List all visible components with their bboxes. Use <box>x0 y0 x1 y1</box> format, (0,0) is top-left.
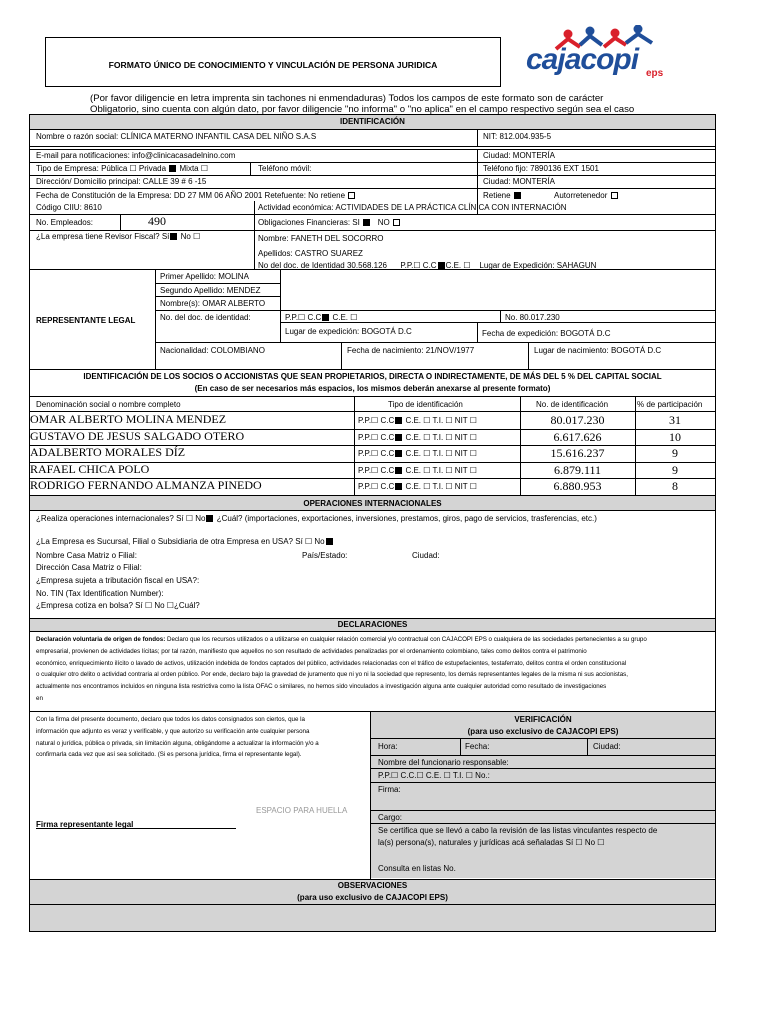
razon-social: Nombre o razón social: CLÍNICA MATERNO INFANTIL CASA DEL NIÑO S.A.S <box>36 132 317 141</box>
revisor-si-checkbox[interactable] <box>170 233 177 240</box>
ver-fecha: Fecha: <box>465 742 490 751</box>
verificacion-title: VERIFICACIÓN <box>514 715 572 724</box>
usa-no-checkbox[interactable] <box>326 538 333 545</box>
socios-header-numero: No. de identificación <box>536 400 609 409</box>
verificacion-panel <box>371 712 715 878</box>
socio-tipo: P.P.☐ C.C C.E. ☐ T.I. ☐ NIT ☐ <box>358 432 477 442</box>
doc-tipo: P.P.☐ C.C C.E. ☐ <box>285 313 358 322</box>
op-no-checkbox[interactable] <box>206 515 213 522</box>
ver-certifica-2: la(s) persona(s), naturales y jurídicas acá señaladas Sí ☐ No ☐ <box>378 838 605 847</box>
socio-porcentaje: 10 <box>669 429 681 444</box>
verificacion-subtitle: (para uso exclusivo de CAJACOPI EPS) <box>467 727 619 736</box>
socio-cc-checkbox[interactable] <box>395 483 402 490</box>
op-q2: ¿La Empresa es Sucursal, Filial o Subsidiaria de otra Empresa en USA? Sí ☐ No <box>36 537 334 546</box>
obligaciones-no-checkbox[interactable] <box>393 219 400 226</box>
revisor-fiscal: ¿La empresa tiene Revisor Fiscal? Sí No ☐ <box>36 232 201 241</box>
revisor-nombre: Nombre: FANETH DEL SOCORRO <box>258 234 384 243</box>
ver-cargo: Cargo: <box>378 813 403 822</box>
instructions-line-2: Obligatorio, sino cuenta con algún dato, por favor diligencie "no informa" o "no aplica" en el campo respectivo según sea el caso <box>90 104 635 115</box>
ver-consulta: Consulta en listas No. <box>378 864 456 873</box>
op-ciudad: Ciudad: <box>412 551 440 560</box>
form-title: FORMATO ÚNICO DE CONOCIMIENTO Y VINCULACIÓN DE PERSONA JURIDICA <box>108 60 438 70</box>
doc-numero: No. 80.017.230 <box>505 313 560 322</box>
autorretenedor-checkbox[interactable] <box>611 192 618 199</box>
socio-cc-checkbox[interactable] <box>395 467 402 474</box>
direccion-matriz: Dirección Casa Matriz o Filial: <box>36 563 142 572</box>
identificacion-title: IDENTIFICACIÓN <box>340 117 405 126</box>
primer-apellido: Primer Apellido: MOLINA <box>160 272 249 281</box>
tributacion: ¿Empresa sujeta a tributación fiscal en USA?: <box>36 576 200 585</box>
observaciones-subtitle: (para uso exclusivo de CAJACOPI EPS) <box>297 893 448 902</box>
ciiu: Código CIIU: 8610 <box>36 203 102 212</box>
instructions-line-1: (Por favor diligencie en letra imprenta sin tachones ni enmendaduras) Todos los campos de este formato son de carácter <box>90 93 604 104</box>
autorretenedor: Autorretenedor <box>554 191 619 200</box>
nacionalidad: Nacionalidad: COLOMBIANO <box>160 346 265 355</box>
pais-estado: País/Estado: <box>302 551 348 560</box>
socio-nombre: ADALBERTO MORALES DÍZ <box>30 445 186 460</box>
no-retiene-checkbox[interactable] <box>348 192 355 199</box>
lugar-expedicion: Lugar de expedición: BOGOTÁ D.C <box>285 327 412 336</box>
socios-header-nombre: Denominación social o nombre completo <box>36 400 181 409</box>
direccion: Dirección/ Domicilio principal: CALLE 39 # 6 -15 <box>36 177 207 186</box>
ver-ciudad: Ciudad: <box>593 742 621 751</box>
socio-nombre: OMAR ALBERTO MOLINA MENDEZ <box>30 412 227 426</box>
tin: No. TIN (Tax Identification Number): <box>36 589 164 598</box>
declaraciones-title: DECLARACIONES <box>337 620 408 629</box>
logo-eps: eps <box>646 68 664 79</box>
socios-header-tipo: Tipo de identificación <box>388 400 463 409</box>
fecha-constitucion: Fecha de Constitución de la Empresa: DD 27 MM 06 AÑO 2001 Retefuente: No retiene <box>36 191 356 200</box>
observaciones-title: OBSERVACIONES <box>337 881 408 890</box>
actividad: Actividad económica: ACTIVIDADES DE LA PRÁCTICA CLÍNICA CON INTERNACIÓN <box>258 203 567 212</box>
socio-cc-checkbox[interactable] <box>395 450 402 457</box>
operaciones-title: OPERACIONES INTERNACIONALES <box>303 499 442 508</box>
revisor-cc-checkbox[interactable] <box>438 262 445 269</box>
ver-funcionario: Nombre del funcionario responsable: <box>378 758 509 767</box>
revisor-documento: No del doc. de Identidad 30.568.126 P.P.☐ C.C C.E. ☐ Lugar de Expedición: SAHAGUN <box>258 261 597 270</box>
socios-title: IDENTIFICACIÓN DE LOS SOCIOS O ACCIONISTAS QUE SEAN PROPIETARIOS, DIRECTA O INDIRECTAMENTE, DE MÁS DEL 5 % DEL CAPITAL SOCIAL <box>83 372 662 381</box>
logo-wordmark: cajacopi <box>526 43 639 76</box>
socio-porcentaje: 9 <box>672 462 678 477</box>
socio-tipo: P.P.☐ C.C C.E. ☐ T.I. ☐ NIT ☐ <box>358 416 477 425</box>
ciudad-2: Ciudad: MONTERÍA <box>483 177 556 186</box>
fecha-expedicion: Fecha de expedición: BOGOTÁ D.C <box>482 329 611 338</box>
socio-tipo: P.P.☐ C.C C.E. ☐ T.I. ☐ NIT ☐ <box>358 465 477 475</box>
socio-numero: 6.617.626 <box>553 429 602 444</box>
representante-label: REPRESENTANTE LEGAL <box>36 316 136 325</box>
socio-nombre: GUSTAVO DE JESUS SALGADO OTERO <box>30 428 245 443</box>
retiene: Retiene <box>483 191 522 200</box>
bolsa: ¿Empresa cotiza en bolsa? Sí ☐ No ☐¿Cuál? <box>36 601 200 610</box>
tipo-empresa: Tipo de Empresa: Pública ☐ Privada Mixta ☐ <box>36 164 209 173</box>
socio-tipo: P.P.☐ C.C C.E. ☐ T.I. ☐ NIT ☐ <box>358 482 477 492</box>
email: E-mail para notificaciones: info@clinicacasadelnino.com <box>36 151 236 160</box>
telefono-movil: Teléfono móvil: <box>258 164 312 173</box>
ciudad-1: Ciudad: MONTERÍA <box>483 151 556 160</box>
socio-numero: 6.879.111 <box>553 462 602 477</box>
fecha-nacimiento: Fecha de nacimiento: 21/NOV/1977 <box>347 346 475 355</box>
firma-declaracion: Con la firma del presente documento, declaro que todos los datos consignados son ciertos, que la información que adjunto es veraz y verificable, y que autorizo su verificación ante cualquier persona natural o jurídica, pública o privada, sin limitación alguna, obligándome a actualizar la información y/o a confirmarla cada vez que así sea solicitado. (Si es persona jurídica, firma el representante legal). <box>36 716 319 759</box>
espacio-huella: ESPACIO PARA HUELLA <box>256 806 348 815</box>
obligaciones-si-checkbox[interactable] <box>363 219 370 226</box>
retiene-checkbox[interactable] <box>514 192 521 199</box>
rep-cc-checkbox[interactable] <box>322 314 329 321</box>
socio-numero: 80.017.230 <box>550 413 605 427</box>
socios-subtitle: (En caso de ser necesarios más espacios, los mismos deberán anexarse al presente formato) <box>194 384 551 393</box>
nombres: Nombre(s): OMAR ALBERTO <box>160 299 266 308</box>
socio-cc-checkbox[interactable] <box>395 417 402 424</box>
ver-certifica-1: Se certifica que se llevó a cabo la revisión de las listas vinculantes respecto de <box>378 826 658 835</box>
revisor-apellidos: Apellidos: CASTRO SUAREZ <box>258 249 363 258</box>
firma-label: Firma representante legal <box>36 820 134 829</box>
socio-porcentaje: 9 <box>672 446 678 461</box>
socio-cc-checkbox[interactable] <box>395 434 402 441</box>
segundo-apellido: Segundo Apellido: MENDEZ <box>160 286 261 295</box>
observaciones-field[interactable] <box>30 905 715 931</box>
socio-nombre: RODRIGO FERNANDO ALMANZA PINEDO <box>30 478 262 493</box>
socio-porcentaje: 31 <box>669 413 681 427</box>
telefono-fijo: Teléfono fijo: 7890136 EXT 1501 <box>483 164 599 173</box>
origen-fondos: Declaración voluntaria de origen de fondos: Declaro que los recursos utilizados o a utilizarse en cualquier relación comercial y/o contractual con CAJACOPI EPS o cualquiera de las sociedades pertenecientes a su grupo empresarial, provienen de actividades lícitas; por tal razón, manifiesto que aquellos no son resultado de actividades penalizadas por el ordenamiento colombiano, tales como delitos contra el patrimonio económico, enriquecimiento ilícito o lavado de activos, utilización indebida de fondos captados del público, actividades relacionadas con el tráfico de estupefacientes, testaferrato, delitos contra el orden constitucional o cualquier otro delito o actividad contraria al orden público. Por ende, declaro bajo la gravedad de juramento que ni yo ni la sociedad que represento, los demás representantes legales de la misma ni sus accionistas, actualmente nos encontramos incluidos en ninguna lista restrictiva como la lista OFAC o similares, no hemos sido vinculados a investigación alguna ante cualquier autoridad como resultado de investigaciones en <box>36 636 647 702</box>
ver-firma: Firma: <box>378 785 401 794</box>
lugar-nacimiento: Lugar de nacimiento: BOGOTÁ D.C <box>534 346 662 355</box>
casa-matriz: Nombre Casa Matriz o Filial: <box>36 551 137 560</box>
ver-hora: Hora: <box>378 742 398 751</box>
socio-numero: 15.616.237 <box>550 446 605 461</box>
cajacopi-logo <box>520 25 710 85</box>
empleados-value: 490 <box>148 214 166 228</box>
socio-tipo: P.P.☐ C.C C.E. ☐ T.I. ☐ NIT ☐ <box>358 449 477 459</box>
doc-label: No. del doc. de identidad: <box>160 313 251 322</box>
socio-porcentaje: 8 <box>672 479 678 494</box>
privada-checkbox[interactable] <box>169 165 176 172</box>
empleados-label: No. Empleados: <box>36 218 93 227</box>
socio-numero: 6.880.953 <box>553 479 602 494</box>
socios-header-porcentaje: % de participación <box>637 400 703 409</box>
ver-tipo-doc: P.P.☐ C.C.☐ C.E. ☐ T.I. ☐ No.: <box>378 771 490 780</box>
op-q1: ¿Realiza operaciones internacionales? Sí ☐ No ¿Cuál? (importaciones, exportaciones, inversiones, prestamos, giros, pago de servicios, trasferencias, etc.) <box>36 514 597 523</box>
obligaciones: Obligaciones Financieras: SI NO <box>258 218 401 227</box>
socio-nombre: RAFAEL CHICA POLO <box>30 461 150 476</box>
nit: NIT: 812.004.935-5 <box>483 132 552 141</box>
